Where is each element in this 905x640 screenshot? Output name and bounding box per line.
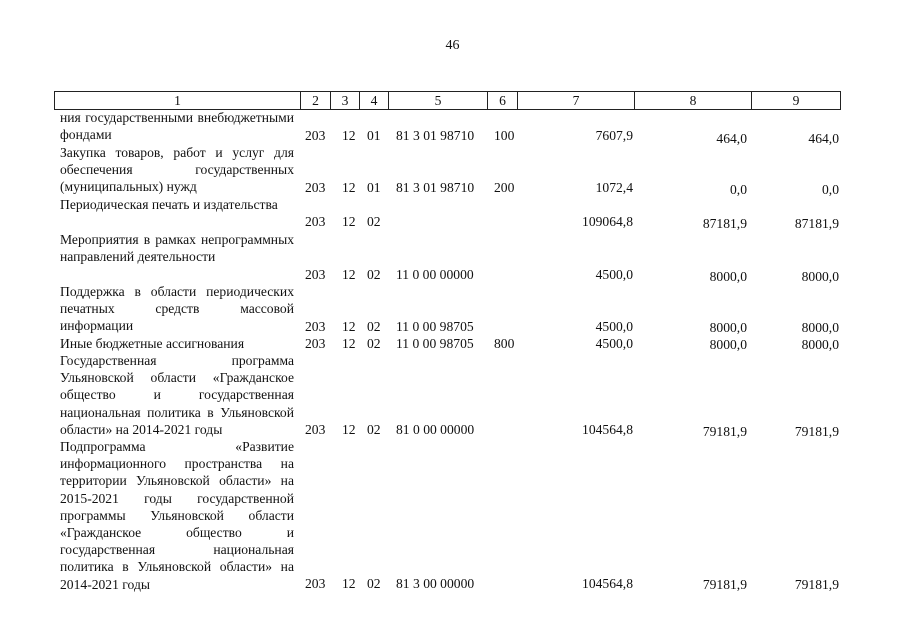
col-5-value: 81 3 01 98710: [396, 180, 475, 195]
col-4-value: 02: [367, 319, 381, 334]
column-header-1: 1: [55, 92, 301, 110]
row-name: ния государственными внебюджетными фондами: [60, 110, 294, 143]
col-9-value: 87181,9: [794, 216, 839, 231]
col-7-value: 104564,8: [582, 422, 633, 437]
col-5-value: 81 3 00 00000: [396, 576, 475, 591]
col-8-value: 8000,0: [709, 269, 747, 284]
column-header-3: 3: [331, 92, 360, 110]
col-5-value: 81 3 01 98710: [396, 128, 475, 143]
column-header-6: 6: [488, 92, 518, 110]
col-3-value: 12: [342, 214, 356, 229]
col-5-value: 11 0 00 98705: [396, 319, 474, 334]
col-2-value: 203: [305, 267, 326, 282]
col-9-value: 8000,0: [801, 320, 839, 335]
col-8-value: 87181,9: [702, 216, 747, 231]
col-4-value: 02: [367, 422, 381, 437]
col-4-value: 02: [367, 267, 381, 282]
col-8-value: 79181,9: [702, 424, 747, 439]
col-2-value: 203: [305, 422, 326, 437]
column-header-9: 9: [752, 92, 841, 110]
col-9-value: 8000,0: [801, 269, 839, 284]
col-9-value: 464,0: [808, 131, 839, 146]
col-8-value: 8000,0: [709, 337, 747, 352]
column-header-row: [54, 91, 841, 110]
col-6-value: 200: [494, 180, 515, 195]
col-3-value: 12: [342, 128, 356, 143]
col-2-value: 203: [305, 576, 326, 591]
col-7-value: 4500,0: [595, 336, 633, 351]
row-name: Государственная программа Ульяновской области «Гражданское общество и государственная национальная политика в Ульяновской области» на 2014-2021 годы: [60, 353, 294, 437]
col-2-value: 203: [305, 128, 326, 143]
col-7-value: 109064,8: [582, 214, 633, 229]
column-header-8: 8: [635, 92, 752, 110]
col-7-value: 4500,0: [595, 319, 633, 334]
col-7-value: 4500,0: [595, 267, 633, 282]
col-2-value: 203: [305, 214, 326, 229]
col-3-value: 12: [342, 319, 356, 334]
col-3-value: 12: [342, 576, 356, 591]
row-name: Поддержка в области периодических печатных средств массовой информации: [60, 284, 294, 334]
col-4-value: 02: [367, 336, 381, 351]
col-8-value: 464,0: [716, 131, 747, 146]
col-9-value: 0,0: [822, 182, 839, 197]
row-name: Закупка товаров, работ и услуг для обеспечения государственных (муниципальных) нужд: [60, 145, 294, 195]
column-header-4: 4: [360, 92, 389, 110]
col-8-value: 0,0: [730, 182, 747, 197]
column-header-5: 5: [389, 92, 488, 110]
col-7-value: 7607,9: [595, 128, 633, 143]
col-4-value: 01: [367, 128, 381, 143]
row-name: Иные бюджетные ассигнования: [60, 336, 245, 351]
col-6-value: 800: [494, 336, 515, 351]
col-4-value: 02: [367, 214, 381, 229]
column-header-2: 2: [301, 92, 331, 110]
row-name: Мероприятия в рамках непрограммных направлений деятельности: [60, 232, 294, 265]
col-7-value: 104564,8: [582, 576, 633, 591]
col-7-value: 1072,4: [595, 180, 633, 195]
col-9-value: 79181,9: [794, 577, 839, 592]
col-6-value: 100: [494, 128, 515, 143]
col-4-value: 01: [367, 180, 381, 195]
col-5-value: 81 0 00 00000: [396, 422, 475, 437]
col-8-value: 8000,0: [709, 320, 747, 335]
col-5-value: 11 0 00 00000: [396, 267, 474, 282]
col-8-value: 79181,9: [702, 577, 747, 592]
col-3-value: 12: [342, 180, 356, 195]
col-2-value: 203: [305, 336, 326, 351]
col-3-value: 12: [342, 267, 356, 282]
page-number: 46: [445, 38, 460, 53]
column-header-7: 7: [518, 92, 635, 110]
col-9-value: 8000,0: [801, 337, 839, 352]
col-3-value: 12: [342, 336, 356, 351]
row-name: Подпрограмма «Развитие информационного пространства на территории Ульяновской области» на 2015-2021 годы государственной программы Ульяновской области «Гражданское общество и государственная национальная политика в Ульяновской области» на 2014-2021 годы: [60, 439, 294, 592]
col-4-value: 02: [367, 576, 381, 591]
row-name: Периодическая печать и издательства: [60, 197, 278, 212]
col-2-value: 203: [305, 319, 326, 334]
col-3-value: 12: [342, 422, 356, 437]
col-9-value: 79181,9: [794, 424, 839, 439]
col-5-value: 11 0 00 98705: [396, 336, 474, 351]
col-2-value: 203: [305, 180, 326, 195]
